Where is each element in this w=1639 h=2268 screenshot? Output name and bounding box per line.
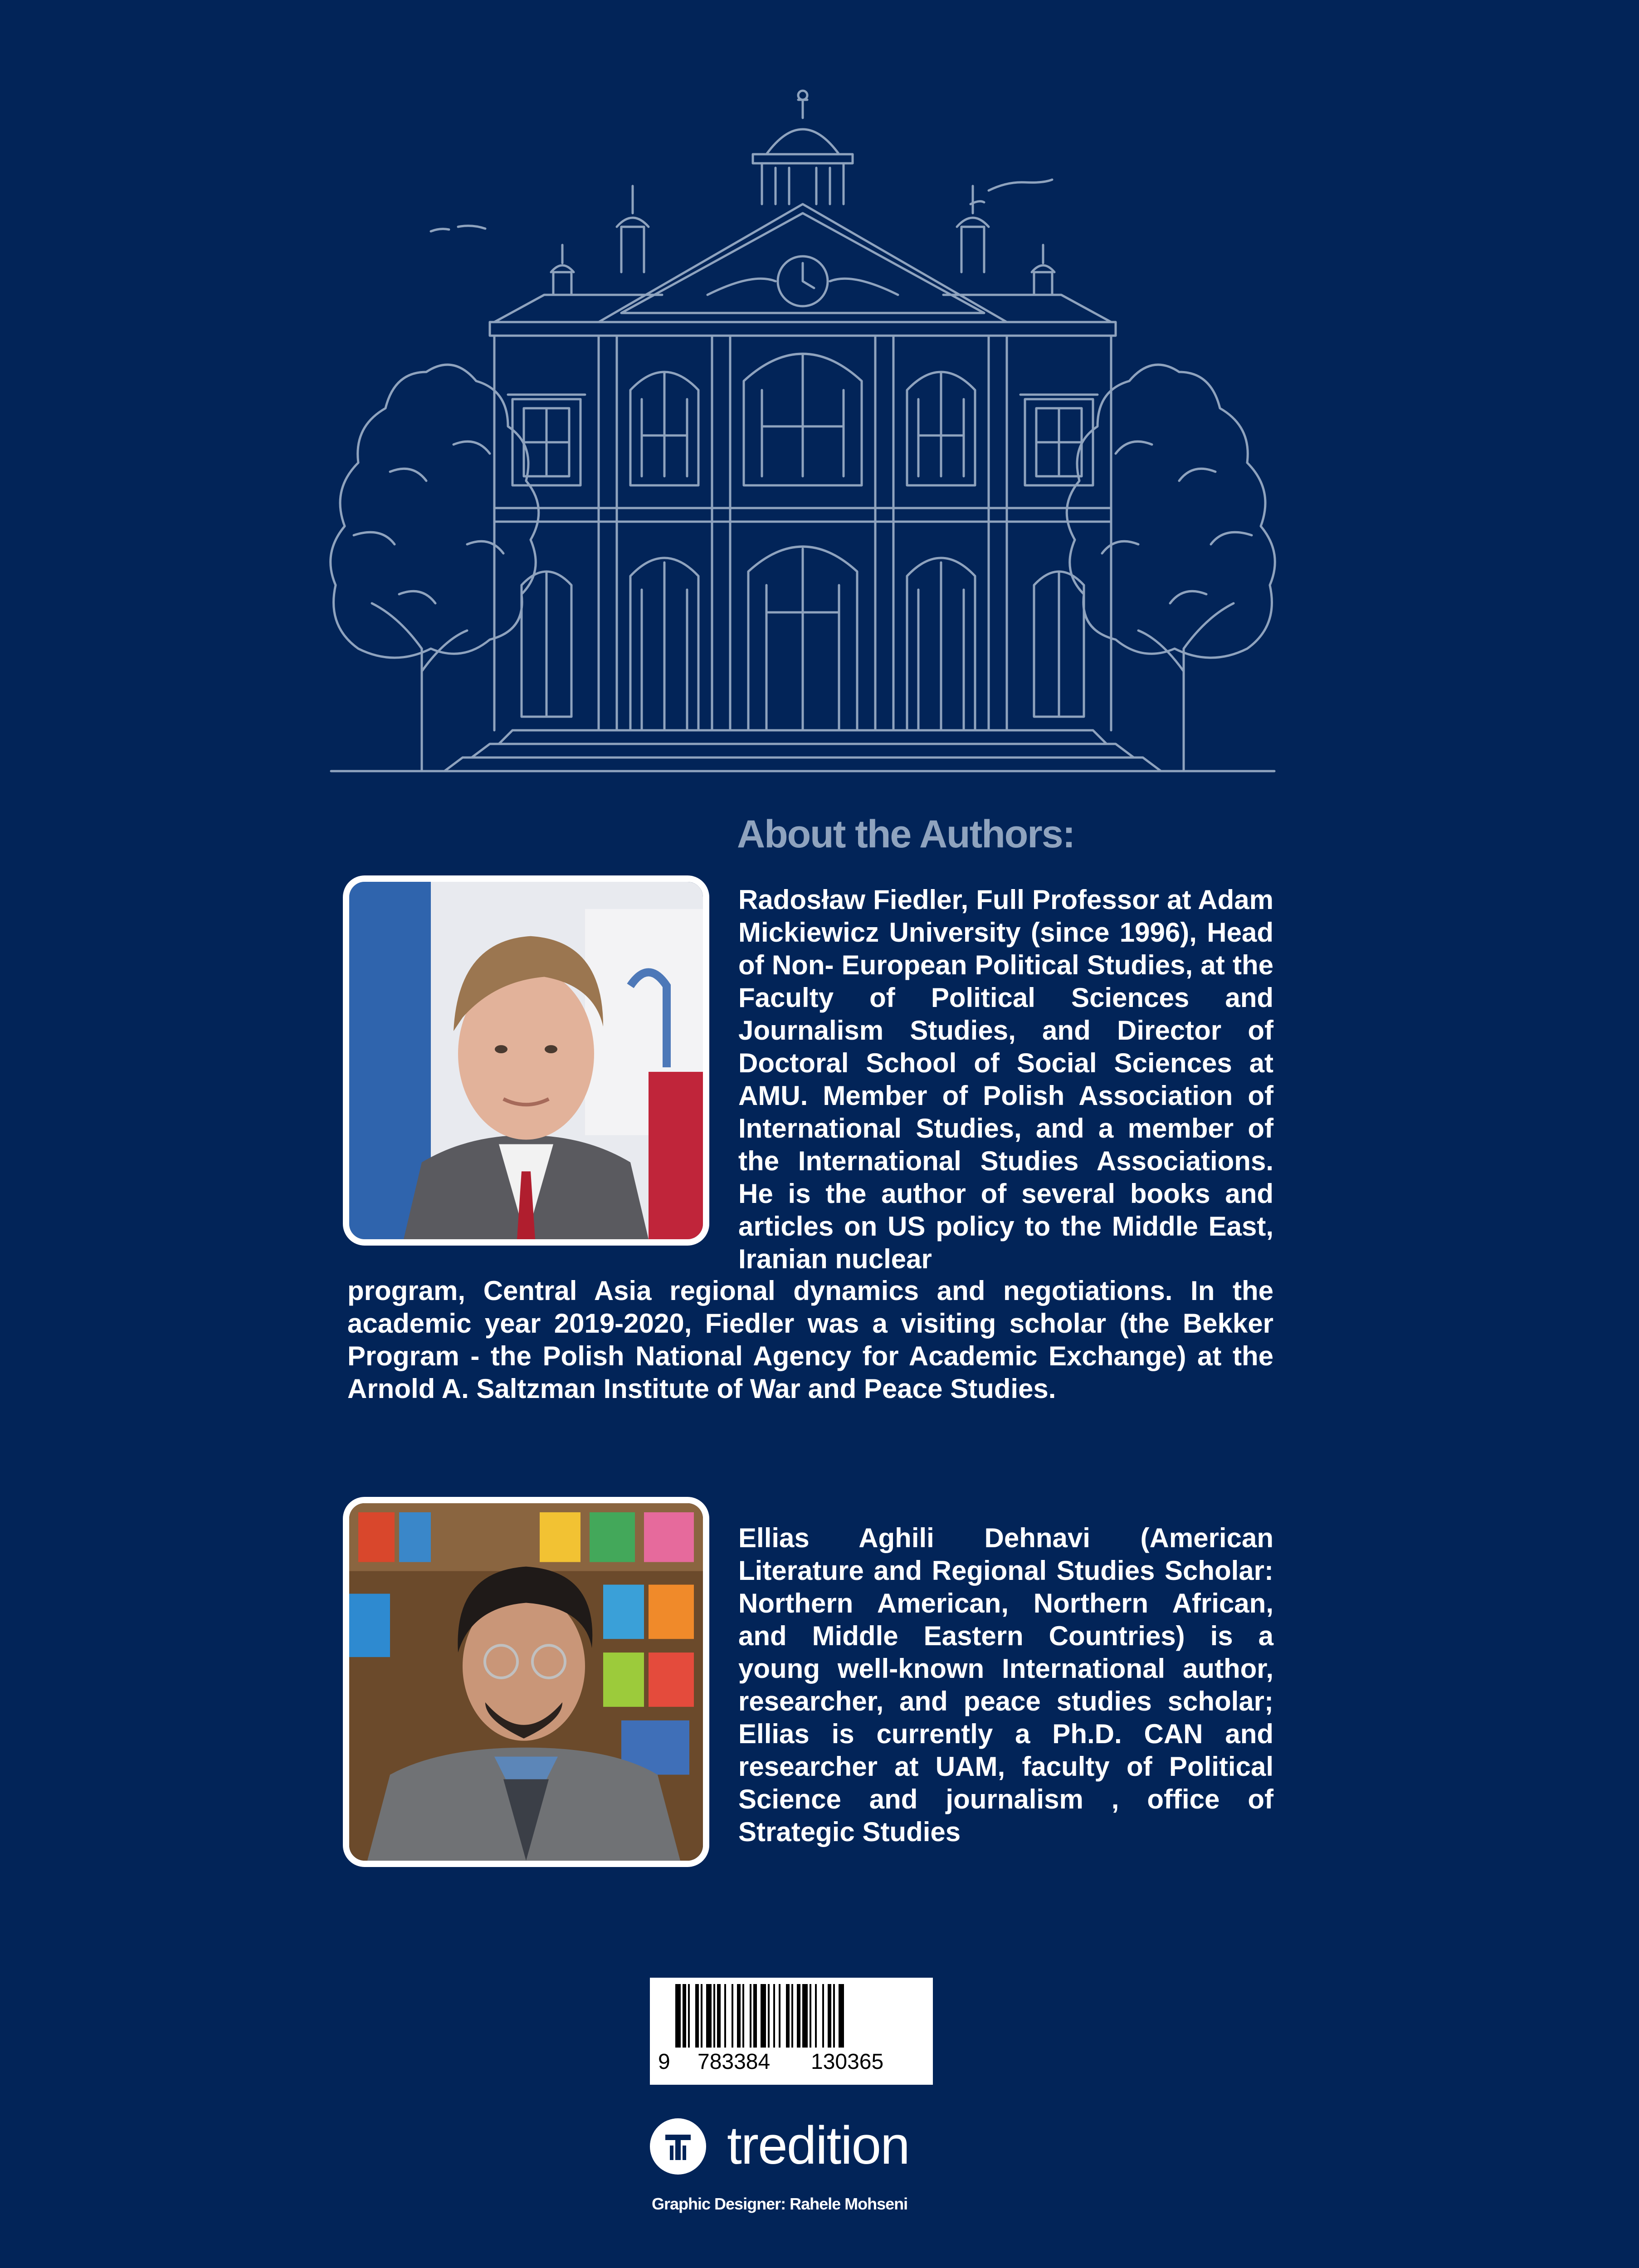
tredition-logo-icon (650, 2118, 706, 2175)
barcode-bar (810, 1984, 811, 2048)
barcode-bar (737, 1984, 741, 2048)
barcode-bar (724, 1984, 726, 2048)
barcode-bar (753, 1984, 757, 2048)
barcode-bar (750, 1984, 751, 2048)
barcode-bar (791, 1984, 793, 2048)
barcode-lead-digit: 9 (658, 2050, 670, 2074)
barcode-bar (761, 1984, 766, 2048)
author-bio-1-bottom: program, Central Asia regional dynamics and negotiations. In the academic year 2019-2020, Fiedler was a visiting scholar (the Bekker Program - the Polish National Agency for Academic Exchange) at the Arnold A. Saltzman Institute of War and Peace Studies. (347, 1276, 1273, 1404)
barcode-bar (683, 1984, 686, 2048)
author-photo-radoslaw-fiedler (343, 875, 709, 1246)
isbn-barcode (650, 1978, 933, 2085)
barcode-bar (828, 1984, 831, 2048)
publisher-logo (650, 2114, 940, 2177)
barcode-bar (833, 1984, 835, 2048)
barcode-bar (779, 1984, 780, 2048)
barcode-bar (768, 1984, 770, 2048)
university-building-illustration (317, 82, 1288, 780)
barcode-bar (701, 1984, 702, 2048)
author-bio-1-top: Radosław Fiedler, Full Professor at Adam Mickiewicz University (since 1996), Head of Non- European Political Studies, at the Faculty of Political Sciences and Journalism Studies, and Director of Doctoral School of Social Sciences at AMU. Member of Polish Association of International Studies, and a member of the International Studies Associations. He is the author of several books and articles on US policy to the Middle East, Iranian nuclear (738, 885, 1273, 1274)
barcode-digits-group-1: 783384 (698, 2050, 771, 2074)
barcode-bar (802, 1984, 808, 2048)
about-authors-heading: About the Authors: (737, 812, 1075, 856)
barcode-bars (650, 1978, 933, 2085)
publisher-name: tredition (727, 2116, 909, 2175)
barcode-bar (786, 1984, 790, 2048)
barcode-bar (688, 1984, 690, 2048)
author-bio-2: Ellias Aghili Dehnavi (American Literature and Regional Studies Scholar: Northern American, Northern African, and Middle Eastern Countries) is a young well-known International author, researcher, and peace studies scholar; Ellias is currently a Ph.D. CAN and researcher at UAM, faculty of Political Science and journalism , office of Strategic Studies (738, 1523, 1273, 1847)
barcode-bar (822, 1984, 824, 2048)
barcode-digits-group-2: 130365 (811, 2050, 884, 2074)
barcode-bar (695, 1984, 699, 2048)
barcode-bar (742, 1984, 744, 2048)
barcode-bar (839, 1984, 844, 2048)
barcode-bar (815, 1984, 817, 2048)
barcode-bar (773, 1984, 775, 2048)
barcode-bar (675, 1984, 681, 2048)
barcode-bar (717, 1984, 721, 2048)
barcode-bar (706, 1984, 712, 2048)
barcode-bar (732, 1984, 733, 2048)
graphic-designer-credit: Graphic Designer: Rahele Mohseni (652, 2195, 908, 2213)
author-photo-ellias-aghili-dehnavi (343, 1497, 709, 1867)
barcode-bar (713, 1984, 715, 2048)
barcode-bar (797, 1984, 800, 2048)
